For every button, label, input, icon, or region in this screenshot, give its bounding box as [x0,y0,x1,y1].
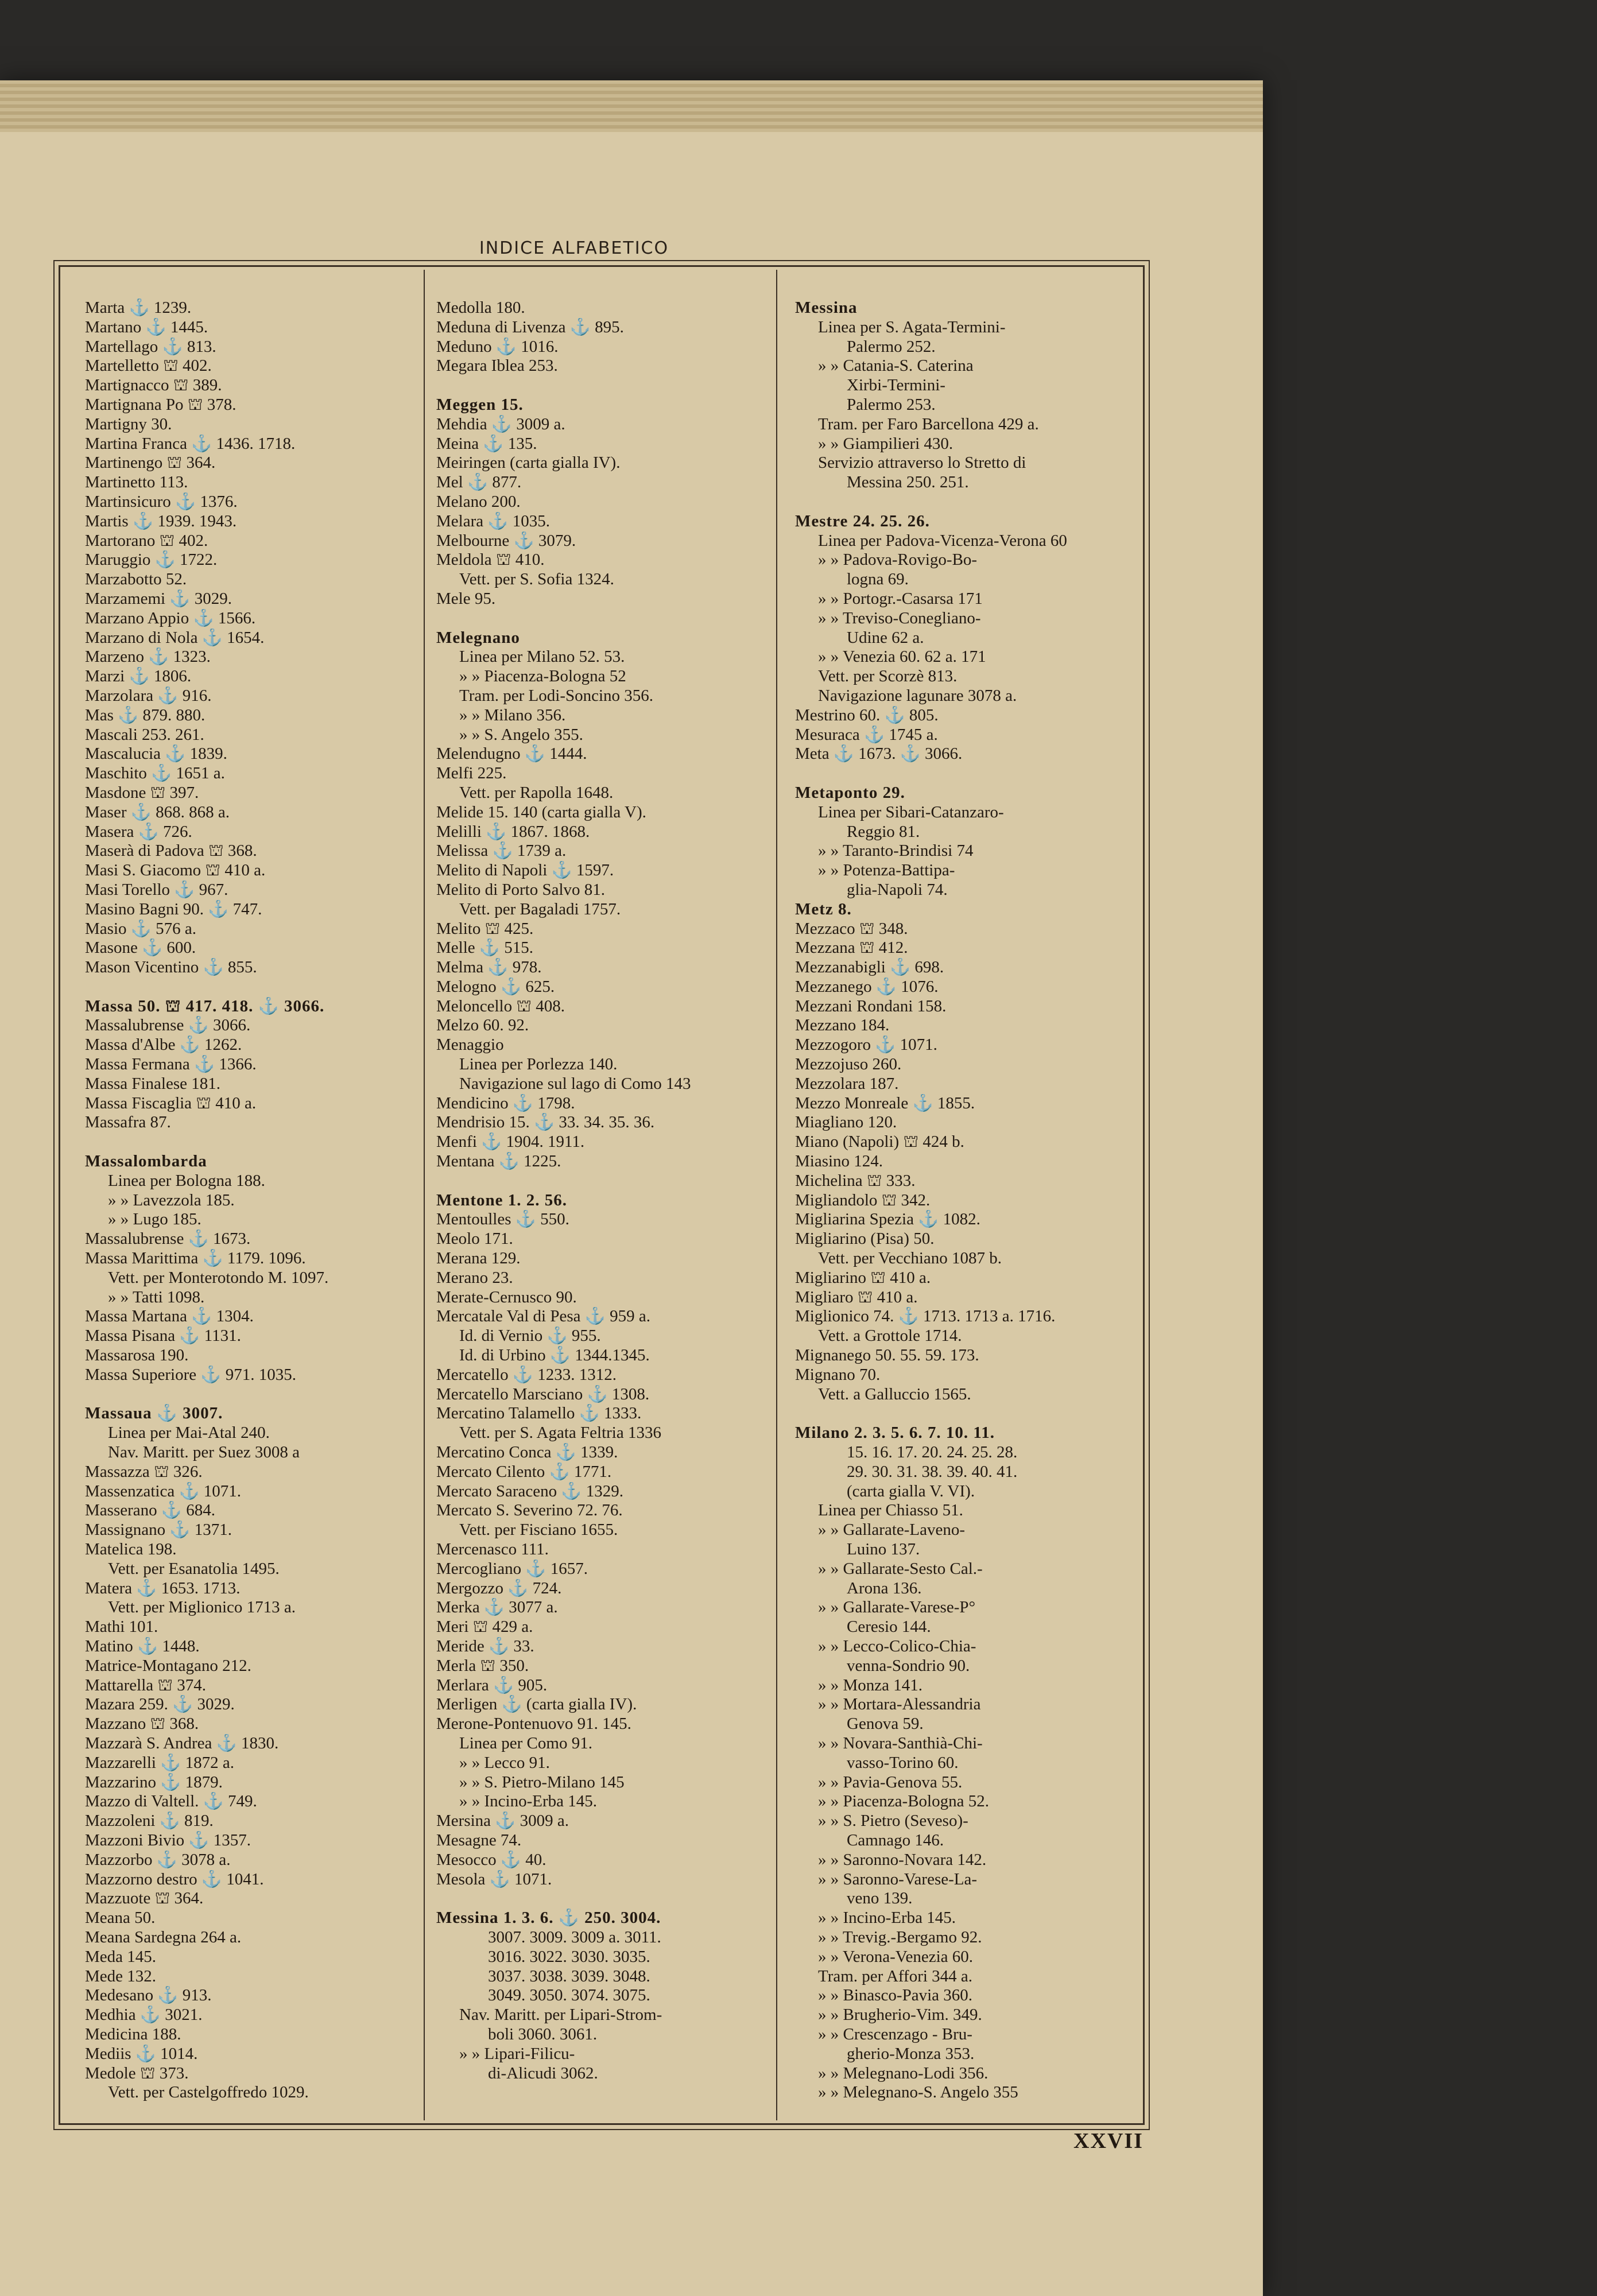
index-entry: Massalubrense ⚓ 1673. [85,1230,251,1248]
index-heading: Mentone 1. 2. 56. [436,1190,568,1209]
index-entry: Mede 132. [85,1967,157,1985]
index-entry: » » Gallarate-Laveno- [818,1521,966,1539]
index-entry: Meta ⚓ 1673. ⚓ 3066. [795,744,963,763]
index-entry: Mendicino ⚓ 1798. [436,1093,575,1112]
index-entry: Migliarino (Pisa) 50. [795,1230,935,1248]
index-heading: Massaua ⚓ 3007. [85,1404,223,1423]
index-entry: Linea per Chiasso 51. [818,1501,963,1520]
index-entry: Ceresio 144. [847,1618,931,1636]
index-entry: Mergozzo ⚓ 724. [436,1578,562,1597]
index-entry: Mattarella ⛫ 374. [85,1676,207,1694]
index-entry: Melito di Napoli ⚓ 1597. [436,861,614,880]
index-entry: » » Venezia 60. 62 a. 171 [818,647,986,666]
index-entry: Melano 200. [436,492,521,511]
index-entry: Menaggio [436,1035,504,1054]
index-entry: Meana Sardegna 264 a. [85,1927,242,1946]
index-entry: » » Lecco-Colico-Chia- [818,1636,976,1655]
index-entry: Medesano ⚓ 913. [85,1986,212,2005]
index-entry: Masone ⚓ 600. [85,938,196,957]
index-entry: Masserano ⚓ 684. [85,1501,215,1520]
index-entry: Meldola ⛫ 410. [436,550,545,569]
index-entry: Mathi 101. [85,1618,158,1636]
entry-spacer [795,764,1139,784]
index-entry: Merla ⛫ 350. [436,1656,529,1675]
index-entry: Mercatino Conca ⚓ 1339. [436,1443,618,1462]
index-entry: Linea per Milano 52. 53. [459,647,625,666]
index-entry: Martigny 30. [85,414,172,433]
index-entry: Massa Superiore ⚓ 971. 1035. [85,1365,296,1384]
index-entry: Massarosa 190. [85,1346,189,1365]
index-column-1 [85,298,412,2103]
index-entry: Meloncello ⛫ 408. [436,996,565,1015]
index-entry: » » Lugo 185. [108,1210,201,1229]
index-entry: Mel ⚓ 877. [436,473,522,492]
index-entry: Meana 50. [85,1909,156,1927]
index-entry: Martinengo ⛫ 364. [85,453,216,472]
index-entry: » » S. Angelo 355. [459,725,583,744]
index-entry: » » Mortara-Alessandria [818,1695,981,1714]
index-entry: Tram. per Lodi-Soncino 356. [459,686,654,705]
index-entry: 3016. 3022. 3030. 3035. [488,1947,650,1966]
index-entry: Mercatello ⚓ 1233. 1312. [436,1365,617,1384]
index-entry: » » Portogr.-Casarsa 171 [818,589,983,608]
index-entry: » » Gallarate-Varese-P° [818,1598,976,1617]
index-entry: » » S. Pietro (Seveso)- [818,1812,968,1830]
index-entry: » » Piacenza-Bologna 52. [818,1792,989,1811]
index-entry: Navigazione lagunare 3078 a. [818,686,1017,705]
index-entry: » » Melegnano-Lodi 356. [818,2064,989,2082]
index-entry: (carta gialla V. VI). [847,1481,975,1500]
index-entry: Melito di Porto Salvo 81. [436,880,606,899]
index-entry: Massa d'Albe ⚓ 1262. [85,1035,242,1054]
index-entry: Reggio 81. [847,822,920,841]
index-entry: Melissa ⚓ 1739 a. [436,841,567,860]
index-entry: Id. di Vernio ⚓ 955. [459,1327,601,1345]
index-entry: Linea per Sibari-Catanzaro- [818,802,1004,821]
index-entry: Mascalucia ⚓ 1839. [85,744,227,763]
index-entry: » » Gallarate-Sesto Cal.- [818,1559,983,1578]
index-entry: Mehdia ⚓ 3009 a. [436,414,565,433]
index-entry: Vett. per Monterotondo M. 1097. [108,1268,329,1287]
index-entry: Martorano ⛫ 402. [85,531,208,550]
index-entry: Mercato S. Severino 72. 76. [436,1501,623,1520]
index-entry: Masera ⚓ 726. [85,822,192,841]
index-heading: Milano 2. 3. 5. 6. 7. 10. 11. [795,1424,995,1442]
index-entry: » » Verona-Venezia 60. [818,1947,974,1966]
index-entry: Vett. per Bagaladi 1757. [459,899,621,918]
entry-spacer [795,492,1139,512]
index-entry: Mazzarà S. Andrea ⚓ 1830. [85,1733,279,1752]
index-entry: Linea per Mai-Atal 240. [108,1424,270,1442]
index-entry: Mezzana ⛫ 412. [795,938,908,957]
index-entry: Maser ⚓ 868. 868 a. [85,802,230,821]
index-entry: Merligen ⚓ (carta gialla IV). [436,1695,637,1714]
index-entry: Linea per Bologna 188. [108,1171,265,1190]
index-entry: Medicina 188. [85,2024,181,2043]
index-entry: Melide 15. 140 (carta gialla V). [436,802,646,821]
index-entry: » » Piacenza-Bologna 52 [459,667,626,686]
index-entry: Meina ⚓ 135. [436,434,537,453]
index-entry: Linea per Como 91. [459,1733,592,1752]
index-entry: Melzo 60. 92. [436,1016,529,1035]
index-entry: » » Giampilieri 430. [818,434,953,453]
index-entry: Mezzanego ⚓ 1076. [795,977,939,996]
index-entry: Miano (Napoli) ⛫ 424 b. [795,1133,964,1151]
entry-spacer [85,1385,412,1405]
index-entry: Mesocco ⚓ 40. [436,1850,546,1869]
index-entry: Linea per S. Agata-Termini- [818,317,1006,336]
index-entry: Meri ⛫ 429 a. [436,1618,533,1636]
index-entry: Vett. per Vecchiano 1087 b. [818,1249,1002,1268]
index-entry: Migliandolo ⛫ 342. [795,1190,931,1209]
index-entry: Massa Finalese 181. [85,1074,220,1093]
index-entry: Medolla 180. [436,298,525,317]
index-entry: Mezzano 184. [795,1016,890,1035]
index-entry: Marzano di Nola ⚓ 1654. [85,628,265,647]
index-entry: Vett. per Miglionico 1713 a. [108,1598,296,1617]
index-entry: » » Padova-Rovigo-Bo- [818,550,978,569]
index-entry: » » Novara-Santhià-Chi- [818,1733,983,1752]
index-entry: Mas ⚓ 879. 880. [85,705,206,724]
index-entry: Vett. per S. Sofia 1324. [459,570,614,589]
index-entry: Matrice-Montagano 212. [85,1656,251,1675]
index-entry: Martignacco ⛫ 389. [85,376,222,395]
index-entry: Marta ⚓ 1239. [85,298,192,317]
entry-spacer [436,1889,763,1909]
index-entry: Martano ⚓ 1445. [85,317,208,336]
index-entry: veno 139. [847,1889,913,1908]
index-entry: Maschito ⚓ 1651 a. [85,764,225,783]
index-entry: Mesagne 74. [436,1830,522,1849]
index-entry: Mentana ⚓ 1225. [436,1152,561,1171]
index-heading: Messina [795,298,858,317]
index-entry: » » Catania-S. Caterina [818,356,974,375]
index-entry: Palermo 253. [847,395,936,414]
index-entry: » » Incino-Erba 145. [818,1909,956,1927]
index-entry: Michelina ⛫ 333. [795,1171,916,1190]
index-entry: vasso-Torino 60. [847,1753,959,1772]
index-heading: Metz 8. [795,899,852,918]
index-entry: Martellago ⚓ 813. [85,337,216,356]
index-entry: Genova 59. [847,1715,924,1733]
index-entry: Melilli ⚓ 1867. 1868. [436,822,590,841]
index-heading: Melegnano [436,628,520,647]
index-entry: Xirbi-Termini- [847,376,945,395]
index-entry: Massignano ⚓ 1371. [85,1521,232,1539]
index-entry: Melendugno ⚓ 1444. [436,744,587,763]
index-entry: Mazzo di Valtell. ⚓ 749. [85,1792,257,1811]
index-entry: Masi Torello ⚓ 967. [85,880,228,899]
index-entry: 3049. 3050. 3074. 3075. [488,1986,650,2005]
index-entry: Migliarino ⛫ 410 a. [795,1268,931,1287]
index-entry: Mezzo Monreale ⚓ 1855. [795,1093,975,1112]
index-entry: Marzolara ⚓ 916. [85,686,212,705]
index-entry: Meduno ⚓ 1016. [436,337,559,356]
column-divider [424,270,425,2120]
index-entry: Udine 62 a. [847,628,924,647]
index-entry: Martinetto 113. [85,473,188,492]
index-entry: di-Alicudi 3062. [488,2064,598,2082]
index-entry: » » Crescenzago - Bru- [818,2024,972,2043]
index-entry: Mazzoni Bivio ⚓ 1357. [85,1830,251,1849]
index-entry: Migliaro ⛫ 410 a. [795,1287,918,1306]
entry-spacer [436,609,763,629]
index-entry: Mason Vicentino ⚓ 855. [85,958,257,977]
index-entry: Melma ⚓ 978. [436,958,542,977]
index-entry: Mercatale Val di Pesa ⚓ 959 a. [436,1307,650,1326]
index-entry: Matelica 198. [85,1540,177,1558]
index-entry: Martignana Po ⛫ 378. [85,395,237,414]
index-entry: Vett. a Grottole 1714. [818,1327,962,1345]
index-entry: Vett. per Esanatolia 1495. [108,1559,280,1578]
index-entry: Miagliano 120. [795,1113,897,1132]
index-entry: Masino Bagni 90. ⚓ 747. [85,899,262,918]
index-entry: Mentoulles ⚓ 550. [436,1210,569,1229]
index-entry: 3007. 3009. 3009 a. 3011. [488,1927,661,1946]
index-entry: Mazzorbo ⚓ 3078 a. [85,1850,231,1869]
index-entry: Mazara 259. ⚓ 3029. [85,1695,235,1714]
index-entry: Linea per Porlezza 140. [459,1055,618,1074]
index-entry: Mersina ⚓ 3009 a. [436,1812,569,1830]
index-entry: Mercogliano ⚓ 1657. [436,1559,588,1578]
index-entry: Martinsicuro ⚓ 1376. [85,492,238,511]
index-entry: Meride ⚓ 33. [436,1636,534,1655]
index-entry: Massalubrense ⚓ 3066. [85,1016,251,1035]
index-entry: Camnago 146. [847,1830,944,1849]
index-entry: Medole ⛫ 373. [85,2064,189,2082]
index-entry: » » Lecco 91. [459,1753,550,1772]
index-entry: » » Lavezzola 185. [108,1190,235,1209]
index-entry: Matera ⚓ 1653. 1713. [85,1578,241,1597]
index-entry: Tram. per Faro Barcellona 429 a. [818,414,1039,433]
index-entry: Mazzarino ⚓ 1879. [85,1773,223,1791]
index-entry: Mercenasco 111. [436,1540,549,1558]
index-entry: Melbourne ⚓ 3079. [436,531,576,550]
index-entry: Tram. per Affori 344 a. [818,1967,973,1985]
index-entry: Maserà di Padova ⛫ 368. [85,841,257,860]
index-entry: Navigazione sul lago di Como 143 [459,1074,691,1093]
index-entry: Nav. Maritt. per Suez 3008 a [108,1443,300,1462]
index-entry: Merka ⚓ 3077 a. [436,1598,558,1617]
index-entry: » » Taranto-Brindisi 74 [818,841,974,860]
index-entry: Palermo 252. [847,337,936,356]
entry-spacer [436,376,763,395]
index-entry: Massa Fiscaglia ⛫ 410 a. [85,1093,257,1112]
index-entry: Mignanego 50. 55. 59. 173. [795,1346,979,1365]
entry-spacer [795,1404,1139,1424]
index-entry: Marzeno ⚓ 1323. [85,647,211,666]
index-entry: » » Treviso-Conegliano- [818,608,981,627]
index-entry: boli 3060. 3061. [488,2024,598,2043]
index-entry: Matino ⚓ 1448. [85,1636,200,1655]
index-entry: Mercato Cilento ⚓ 1771. [436,1462,612,1481]
index-entry: Marzabotto 52. [85,570,187,589]
index-entry: Meiringen (carta gialla IV). [436,453,621,472]
index-entry: » » Potenza-Battipa- [818,861,955,880]
index-entry: Meduna di Livenza ⚓ 895. [436,317,624,336]
index-entry: » » Lipari-Filicu- [459,2044,575,2063]
index-entry: Mezzolara 187. [795,1074,899,1093]
index-entry: Meda 145. [85,1947,157,1966]
index-entry: Merone-Pontenuovo 91. 145. [436,1715,631,1733]
index-entry: Marzi ⚓ 1806. [85,667,192,686]
index-entry: Mezzojuso 260. [795,1055,902,1074]
index-entry: Maruggio ⚓ 1722. [85,550,218,569]
index-entry: Vett. per Castelgoffredo 1029. [108,2083,309,2102]
index-entry: 15. 16. 17. 20. 24. 25. 28. [847,1443,1018,1462]
index-entry: Mesuraca ⚓ 1745 a. [795,725,938,744]
index-entry: Mazzarelli ⚓ 1872 a. [85,1753,234,1772]
index-entry: Massa Marittima ⚓ 1179. 1096. [85,1249,306,1268]
index-entry: » » Pavia-Genova 55. [818,1773,963,1791]
index-entry: 29. 30. 31. 38. 39. 40. 41. [847,1462,1018,1481]
index-entry: Mascali 253. 261. [85,725,204,744]
index-entry: Merano 23. [436,1268,513,1287]
index-entry: Mazzano ⛫ 368. [85,1715,199,1733]
index-entry: Melito ⛫ 425. [436,919,534,938]
index-entry: Linea per Padova-Vicenza-Verona 60 [818,531,1067,550]
index-entry: Menfi ⚓ 1904. 1911. [436,1133,585,1151]
index-entry: 3037. 3038. 3039. 3048. [488,1967,650,1985]
index-entry: » » Saronno-Novara 142. [818,1850,987,1869]
index-entry: » » Trevig.-Bergamo 92. [818,1927,982,1946]
page-number: XXVII [1073,2129,1144,2153]
index-entry: Vett. per Fisciano 1655. [459,1521,618,1539]
index-heading: Mestre 24. 25. 26. [795,511,930,530]
index-heading: Messina 1. 3. 6. ⚓ 250. 3004. [436,1909,661,1927]
index-entry: » » Brugherio-Vim. 349. [818,2006,982,2024]
index-entry: Mediis ⚓ 1014. [85,2044,198,2063]
index-entry: Massa Pisana ⚓ 1131. [85,1327,241,1345]
index-entry: Vett. per Rapolla 1648. [459,783,614,802]
index-entry: Marzano Appio ⚓ 1566. [85,608,256,627]
index-entry: Mestrino 60. ⚓ 805. [795,705,939,724]
index-entry: Mezzaco ⛫ 348. [795,919,908,938]
index-entry: Medhia ⚓ 3021. [85,2006,203,2024]
index-heading: Massa 50. ⛫ 417. 418. ⚓ 3066. [85,996,325,1015]
index-column-3 [795,298,1139,2103]
index-entry: glia-Napoli 74. [847,880,948,899]
index-entry: » » Binasco-Pavia 360. [818,1986,973,2005]
index-entry: Meolo 171. [436,1230,513,1248]
index-entry: Melara ⚓ 1035. [436,511,550,530]
index-entry: Vett. a Galluccio 1565. [818,1384,971,1403]
index-entry: Vett. per Scorzè 813. [818,667,958,686]
index-entry: Mendrisio 15. ⚓ 33. 34. 35. 36. [436,1113,655,1132]
index-entry: Mercatello Marsciano ⚓ 1308. [436,1384,650,1403]
entry-spacer [436,1172,763,1191]
index-entry: Arona 136. [847,1578,922,1597]
entry-spacer [85,978,412,997]
index-entry: Miglionico 74. ⚓ 1713. 1713 a. 1716. [795,1307,1056,1326]
index-entry: Melfi 225. [436,764,507,783]
index-entry: Servizio attraverso lo Stretto di [818,453,1026,472]
index-entry: Massenzatica ⚓ 1071. [85,1481,242,1500]
index-entry: Megara Iblea 253. [436,356,558,375]
index-column-2 [436,298,763,2083]
index-entry: Massa Fermana ⚓ 1366. [85,1055,257,1074]
index-entry: Mele 95. [436,589,496,608]
index-heading: Massalombarda [85,1152,207,1171]
index-entry: Mazzuote ⛫ 364. [85,1889,204,1908]
index-entry: Melogno ⚓ 625. [436,977,555,996]
index-entry: » » Monza 141. [818,1676,923,1694]
column-divider [776,270,777,2120]
index-entry: Mignano 70. [795,1365,881,1384]
index-entry: Massa Martana ⚓ 1304. [85,1307,254,1326]
index-entry: Mercato Saraceno ⚓ 1329. [436,1481,623,1500]
page-title: INDICE ALFABETICO [479,238,669,258]
index-entry: Martelletto ⛫ 402. [85,356,212,375]
index-entry: » » Incino-Erba 145. [459,1792,597,1811]
index-entry: Merana 129. [436,1249,521,1268]
index-entry: » » S. Pietro-Milano 145 [459,1773,625,1791]
index-entry: Nav. Maritt. per Lipari-Strom- [459,2006,662,2024]
index-entry: Martina Franca ⚓ 1436. 1718. [85,434,296,453]
index-entry: Miasino 124. [795,1152,883,1171]
index-entry: Melle ⚓ 515. [436,938,534,957]
index-entry: Vett. per S. Agata Feltria 1336 [459,1424,661,1442]
index-entry: » » Melegnano-S. Angelo 355 [818,2083,1018,2102]
index-entry: Messina 250. 251. [847,473,969,492]
index-entry: Massazza ⛫ 326. [85,1462,203,1481]
index-entry: Merlara ⚓ 905. [436,1676,548,1694]
index-entry: Mezzogoro ⚓ 1071. [795,1035,937,1054]
entry-spacer [85,1133,412,1152]
index-heading: Metaponto 29. [795,783,905,802]
index-entry: Mezzanabigli ⚓ 698. [795,958,944,977]
index-entry: venna-Sondrio 90. [847,1656,970,1675]
index-entry: » » Saronno-Varese-La- [818,1870,978,1888]
index-entry: Mercatino Talamello ⚓ 1333. [436,1404,642,1423]
index-entry: Mesola ⚓ 1071. [436,1870,552,1888]
index-entry: » » Tatti 1098. [108,1287,205,1306]
index-entry: Merate-Cernusco 90. [436,1287,577,1306]
index-entry: logna 69. [847,570,909,589]
index-entry: Mazzoleni ⚓ 819. [85,1812,214,1830]
index-entry: » » Milano 356. [459,705,566,724]
index-entry: Martis ⚓ 1939. 1943. [85,511,237,530]
index-entry: Masio ⚓ 576 a. [85,919,196,938]
index-entry: gherio-Monza 353. [847,2044,975,2063]
index-entry: Id. di Urbino ⚓ 1344.1345. [459,1346,650,1365]
index-heading: Meggen 15. [436,395,524,414]
index-entry: Mezzani Rondani 158. [795,996,947,1015]
index-entry: Migliarina Spezia ⚓ 1082. [795,1210,980,1229]
index-entry: Massafra 87. [85,1113,171,1132]
index-entry: Masi S. Giacomo ⛫ 410 a. [85,861,266,880]
page-edge-stack [0,80,1263,132]
index-entry: Marzamemi ⚓ 3029. [85,589,232,608]
index-entry: Mazzorno destro ⚓ 1041. [85,1870,264,1888]
index-entry: Luino 137. [847,1540,920,1558]
index-entry: Masdone ⛫ 397. [85,783,199,802]
